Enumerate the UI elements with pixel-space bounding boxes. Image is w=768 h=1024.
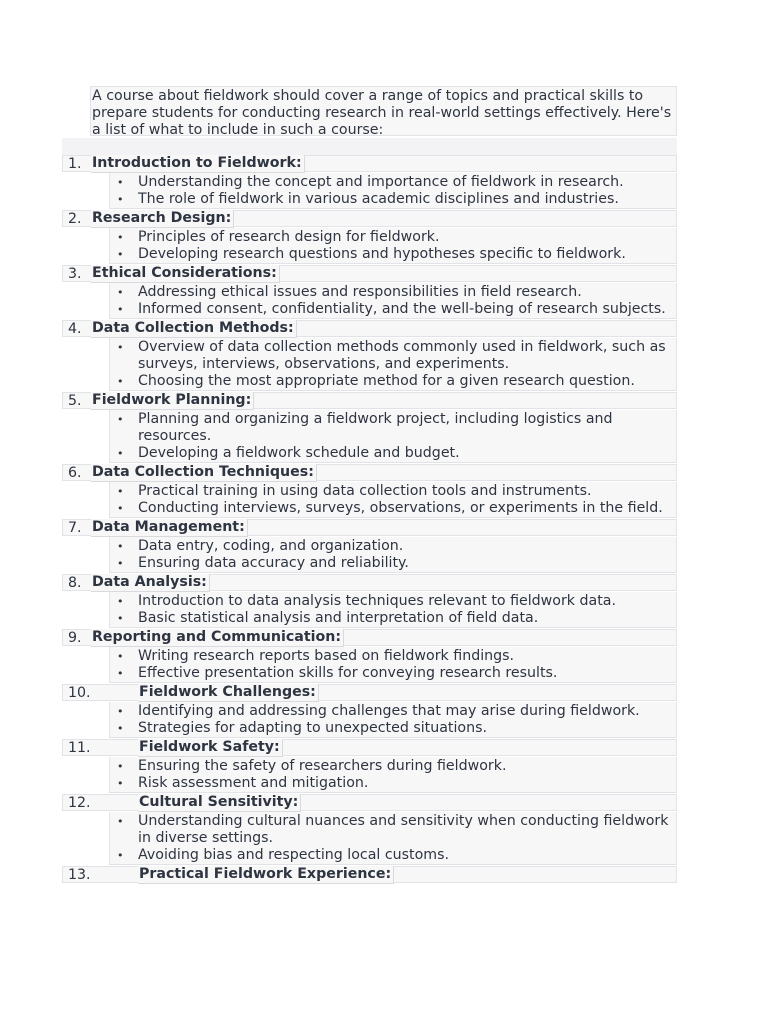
bullet-icon: • [117,722,124,735]
sub-item-text: Overview of data collection methods commonly used in fieldwork, such as surveys, interviews, observations, and experiments. [138,339,666,372]
bullet-icon: • [117,485,124,498]
item-number: 11. [68,740,91,756]
sub-list [109,757,677,793]
sub-item-text: Effective presentation skills for conveying research results. [138,665,558,681]
sub-list-item [110,703,676,720]
item-number: 6. [68,465,82,481]
topic-list [62,155,677,884]
bullet-icon: • [117,777,124,790]
bullet-icon: • [117,557,124,570]
list-item-heading [62,320,677,337]
item-title: Data Collection Techniques: [91,464,317,482]
sub-list-item [110,174,676,191]
bullet-icon: • [117,447,124,460]
item-number: 9. [68,630,82,646]
item-number: 8. [68,575,82,591]
bullet-icon: • [117,231,124,244]
sub-list-item [110,483,676,500]
bullet-icon: • [117,667,124,680]
sub-item-text: Identifying and addressing challenges that may arise during fieldwork. [138,703,640,719]
sub-item-text: Risk assessment and mitigation. [138,775,369,791]
item-number: 2. [68,211,82,227]
item-title: Fieldwork Planning: [91,392,254,410]
item-title: Research Design: [91,210,234,228]
item-title: Data Collection Methods: [91,320,297,338]
sub-list-item [110,500,676,517]
list-item-heading [62,629,677,646]
item-number: 12. [68,795,91,811]
sub-item-text: Basic statistical analysis and interpretation of field data. [138,610,539,626]
sub-item-text: Planning and organizing a fieldwork project, including logistics and resources. [138,411,613,444]
bullet-icon: • [117,612,124,625]
list-item-heading [62,519,677,536]
sub-item-text: Practical training in using data collection tools and instruments. [138,483,592,499]
sub-list-item [110,610,676,627]
list-item-heading [62,464,677,481]
sub-list [109,482,677,518]
list-item-heading [62,794,677,811]
bullet-icon: • [117,650,124,663]
sub-item-text: The role of fieldwork in various academic disciplines and industries. [138,191,619,207]
sub-item-text: Choosing the most appropriate method for a given research question. [138,373,635,389]
sub-item-text: Writing research reports based on fieldwork findings. [138,648,515,664]
sub-list [109,702,677,738]
sub-list-item [110,593,676,610]
sub-list-item [110,648,676,665]
sub-list-item [110,555,676,572]
sub-list-item [110,411,676,445]
sub-list-item [110,246,676,263]
sub-list [109,338,677,391]
sub-item-text: Avoiding bias and respecting local customs. [138,847,449,863]
item-title: Cultural Sensitivity: [138,794,301,812]
sub-item-text: Developing a fieldwork schedule and budget. [138,445,460,461]
sub-item-text: Strategies for adapting to unexpected situations. [138,720,488,736]
sub-list-item [110,191,676,208]
list-item-heading [62,574,677,591]
bullet-icon: • [117,595,124,608]
sub-item-text: Ensuring data accuracy and reliability. [138,555,409,571]
list-item-heading [62,265,677,282]
sub-list-item [110,373,676,390]
bullet-icon: • [117,849,124,862]
list-item-heading [62,155,677,172]
sub-list-item [110,445,676,462]
item-title: Ethical Considerations: [91,265,280,283]
sub-list-item [110,775,676,792]
spacer-row [62,138,677,155]
item-title: Data Analysis: [91,574,210,592]
sub-list [109,812,677,865]
sub-list-item [110,813,676,847]
sub-item-text: Ensuring the safety of researchers during fieldwork. [138,758,507,774]
sub-list [109,283,677,319]
sub-list-item [110,847,676,864]
item-title: Introduction to Fieldwork: [91,155,305,173]
list-item-heading [62,866,677,883]
bullet-icon: • [117,286,124,299]
sub-item-text: Informed consent, confidentiality, and the well-being of research subjects. [138,301,666,317]
sub-list [109,173,677,209]
item-title: Practical Fieldwork Experience: [138,866,394,884]
sub-item-text: Principles of research design for fieldwork. [138,229,440,245]
bullet-icon: • [117,502,124,515]
item-title: Fieldwork Safety: [138,739,283,757]
sub-list-item [110,665,676,682]
sub-list [109,410,677,463]
sub-list [109,592,677,628]
sub-list-item [110,758,676,775]
item-number: 7. [68,520,82,536]
bullet-icon: • [117,760,124,773]
sub-item-text: Developing research questions and hypotheses specific to fieldwork. [138,246,626,262]
sub-list-item [110,339,676,373]
list-item-heading [62,684,677,701]
item-title: Data Management: [91,519,248,537]
item-title: Fieldwork Challenges: [138,684,319,702]
item-number: 1. [68,156,82,172]
bullet-icon: • [117,540,124,553]
sub-item-text: Addressing ethical issues and responsibilities in field research. [138,284,582,300]
bullet-icon: • [117,303,124,316]
bullet-icon: • [117,176,124,189]
bullet-icon: • [117,705,124,718]
item-number: 4. [68,321,82,337]
sub-item-text: Data entry, coding, and organization. [138,538,404,554]
list-item-heading [62,210,677,227]
sub-item-text: Understanding cultural nuances and sensitivity when conducting fieldwork in diverse settings. [138,813,669,846]
bullet-icon: • [117,375,124,388]
sub-list-item [110,538,676,555]
item-title: Reporting and Communication: [91,629,344,647]
sub-item-text: Conducting interviews, surveys, observations, or experiments in the field. [138,500,663,516]
list-item-heading [62,739,677,756]
sub-list-item [110,229,676,246]
sub-list-item [110,284,676,301]
sub-list [109,647,677,683]
bullet-icon: • [117,413,124,426]
item-number: 5. [68,393,82,409]
bullet-icon: • [117,815,124,828]
sub-list-item [110,301,676,318]
item-number: 10. [68,685,91,701]
sub-item-text: Introduction to data analysis techniques relevant to fieldwork data. [138,593,616,609]
bullet-icon: • [117,341,124,354]
bullet-icon: • [117,193,124,206]
sub-item-text: Understanding the concept and importance of fieldwork in research. [138,174,624,190]
bullet-icon: • [117,248,124,261]
item-number: 13. [68,867,91,883]
list-item-heading [62,392,677,409]
sub-list-item [110,720,676,737]
sub-list [109,228,677,264]
intro-paragraph: A course about fieldwork should cover a range of topics and practical skills to prepare students for conducting research in real-world settings effectively. Here's a list of what to include in such a course: [90,86,677,136]
item-number: 3. [68,266,82,282]
sub-list [109,537,677,573]
